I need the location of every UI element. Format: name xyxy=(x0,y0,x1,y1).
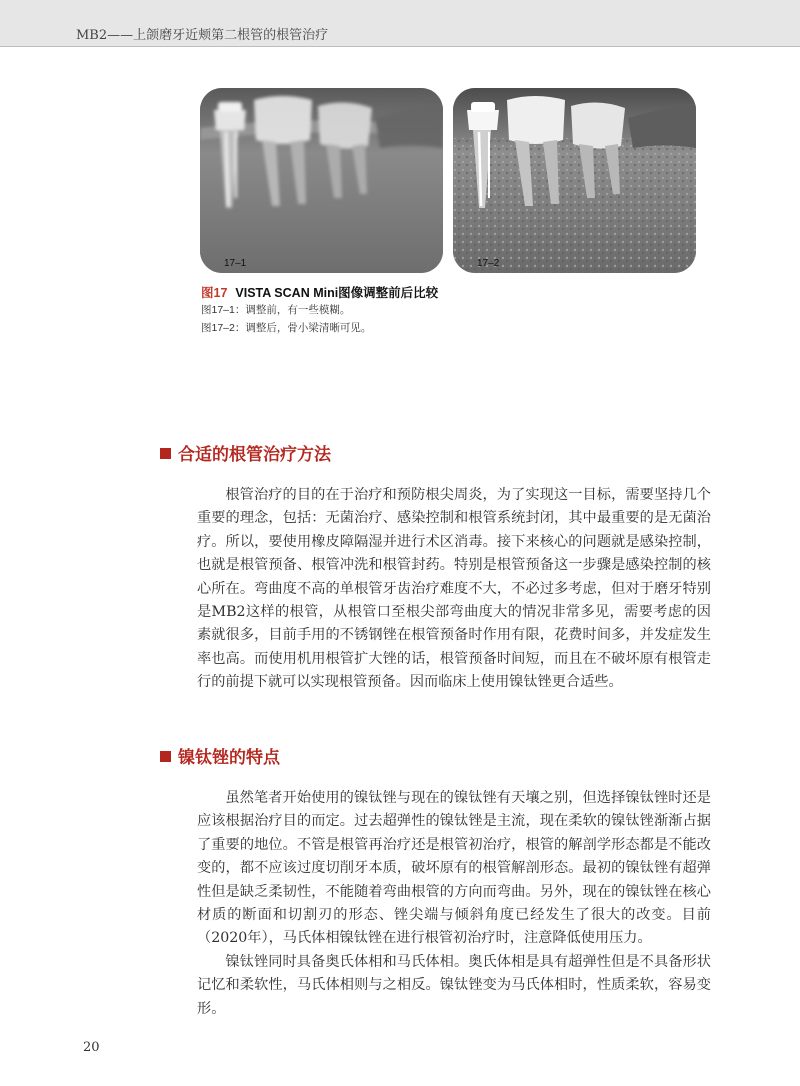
header-divider xyxy=(0,46,800,47)
paragraph: 镍钛锉同时具备奥氏体相和马氏体相。奥氏体相是具有超弹性但是不具备形状记忆和柔软性，马氏体相则与之相反。镍钛锉变为马氏体相时，性质柔软，容易变形。 xyxy=(197,954,711,1017)
paragraph: 根管治疗的目的在于治疗和预防根尖周炎，为了实现这一目标，需要坚持几个重要的理念，包括：无菌治疗、感染控制和根管系统封闭，其中最重要的是无菌治疗。所以，要使用橡皮障隔湿并进行术区消毒。接下来核心的问题就是感染控制，也就是根管预备、根管冲洗和根管封药。特别是根管预备这一步骤是感染控制的核心所在。弯曲度不高的单根管牙齿治疗难度不大，不必过多考虑，但对于磨牙特别是MB2这样的根管，从根管口至根尖部弯曲度大的情况非常多见，需要考虑的因素就很多，目前手用的不锈钢锉在根管预备时作用有限，花费时间多，并发症发生率也高。而使用机用根管扩大锉的话，根管预备时间短，而且在不破坏原有根管走行的前提下就可以实现根管预备。因而临床上使用镍钛锉更合适些。 xyxy=(197,487,711,691)
running-title: MB2——上颌磨牙近颊第二根管的根管治疗 xyxy=(76,28,329,43)
section-bullet-icon xyxy=(160,448,171,459)
figure-note-1: 图17–1：调整前，有一些模糊。 xyxy=(201,304,351,316)
figure-caption xyxy=(201,283,438,301)
section-heading-text: 合适的根管治疗方法 xyxy=(178,445,331,465)
xray-label-before: 17–1 xyxy=(224,258,247,269)
page-number: 20 xyxy=(83,1040,100,1055)
dental-xray-after-icon xyxy=(453,88,696,273)
xray-label-after: 17–2 xyxy=(477,258,500,269)
figure-number: 图17 xyxy=(201,286,228,300)
figure-note-2: 图17–2：调整后，骨小梁清晰可见。 xyxy=(201,322,372,334)
section-heading-text: 镍钛锉的特点 xyxy=(178,748,280,768)
dental-xray-before-icon xyxy=(200,88,443,273)
paragraph: 虽然笔者开始使用的镍钛锉与现在的镍钛锉有天壤之别，但选择镍钛锉时还是应该根据治疗目的而定。过去超弹性的镍钛锉是主流，现在柔软的镍钛锉渐渐占据了重要的地位。不管是根管再治疗还是根管初治疗，根管的解剖学形态都是不能改变的，都不应该过度切削牙本质，破坏原有的根管解剖形态。最初的镍钛锉有超弹性但是缺乏柔韧性，不能随着弯曲根管的方向而弯曲。另外，现在的镍钛锉在核心材质的断面和切割刃的形态、锉尖端与倾斜角度已经发生了很大的改变。目前（2020年），马氏体相镍钛锉在进行根管初治疗时，注意降低使用压力。 xyxy=(197,790,711,947)
figure-caption-text: VISTA SCAN Mini图像调整前后比较 xyxy=(235,286,439,300)
section-bullet-icon xyxy=(160,751,171,762)
section-heading-1 xyxy=(160,440,331,465)
xray-image-before xyxy=(200,88,443,273)
running-header xyxy=(0,0,800,46)
section-heading-2 xyxy=(160,743,280,768)
xray-image-after xyxy=(453,88,696,273)
